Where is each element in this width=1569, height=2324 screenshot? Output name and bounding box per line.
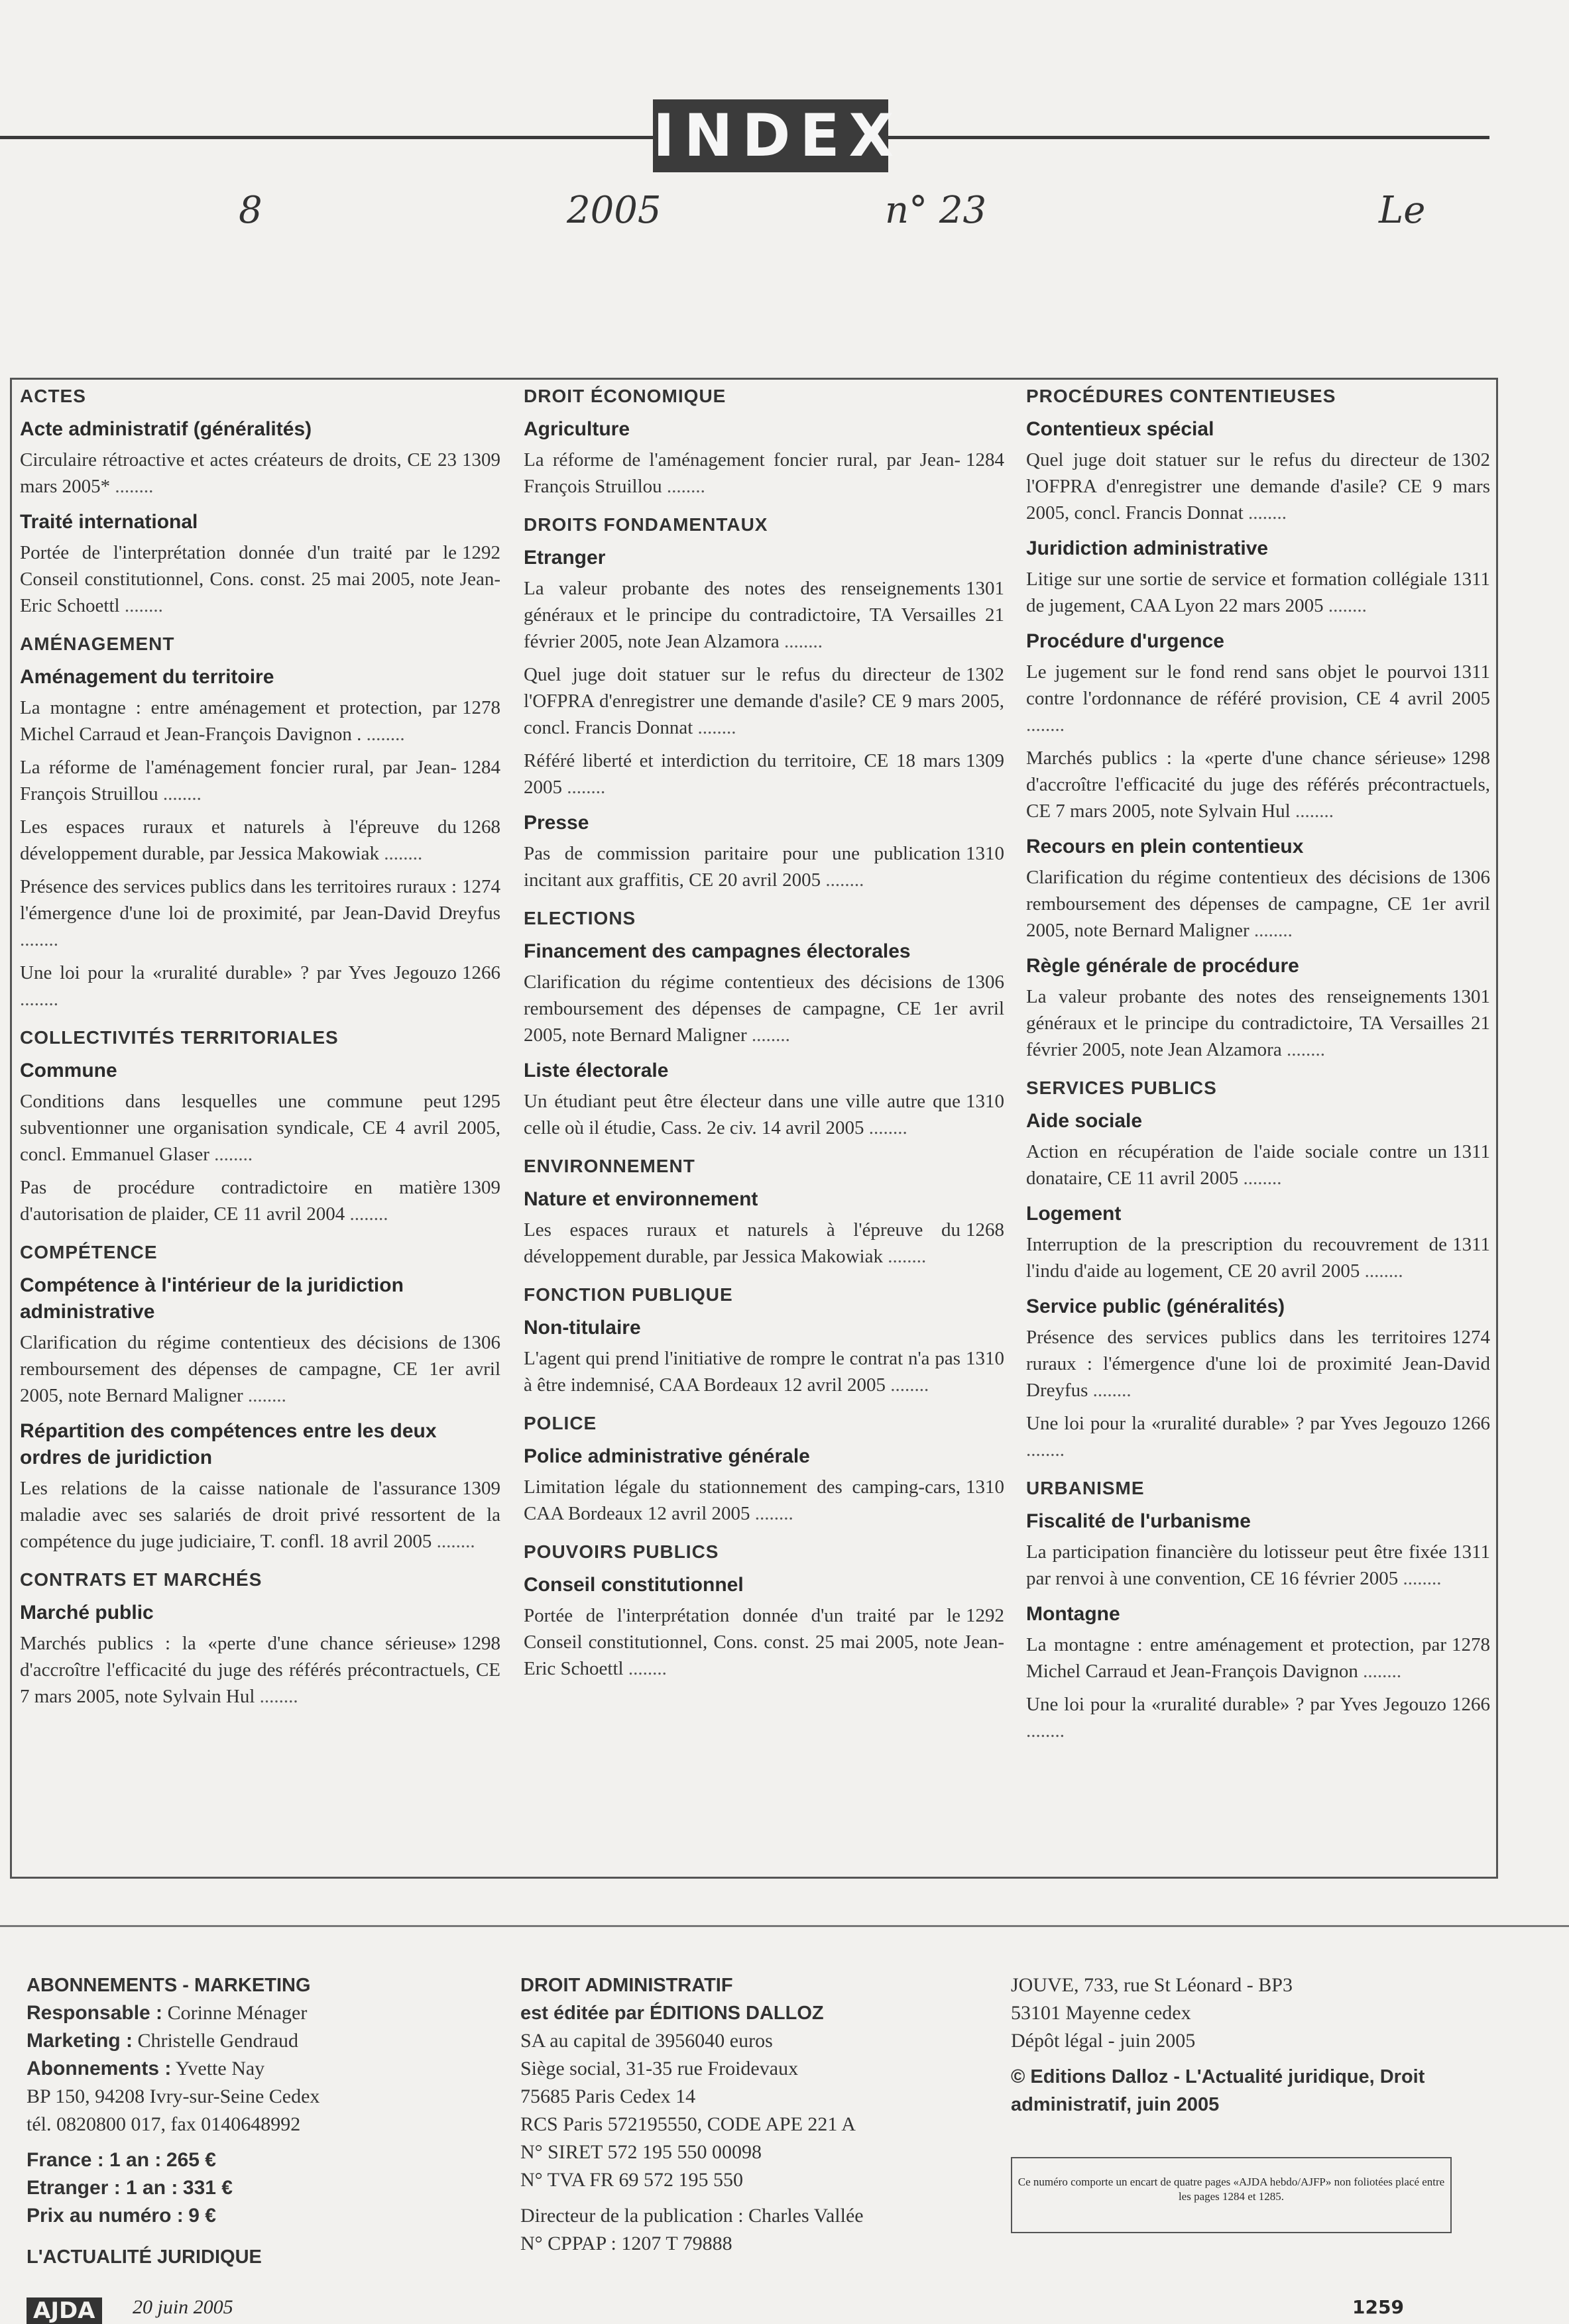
footer-heading: DROIT ADMINISTRATIF — [520, 1975, 733, 1996]
index-entry: 1284 La réforme de l'aménagement foncier rural, par Jean-François Struillou ........ — [20, 754, 500, 807]
entry-text: Marchés publics : la «perte d'une chance sérieuse» d'accroître l'efficacité du juge des référés précontractuels, CE 7 mars 2005, note Sylvain Hul — [1026, 747, 1490, 822]
subsection-heading: Presse — [524, 812, 589, 834]
index-entry: 1311 Le jugement sur le fond rend sans objet le pourvoi contre l'ordonnance de référé provision, CE 4 avril 2005 ........ — [1026, 659, 1490, 738]
entry-text: Les espaces ruraux et naturels à l'épreuve du développement durable, par Jessica Makowiak — [524, 1219, 960, 1267]
index-entry: 1310 L'agent qui prend l'initiative de rompre le contrat n'a pas à être indemnisé, CAA Bordeaux 12 avril 2005 ........ — [524, 1345, 1004, 1398]
brand-name: L'ACTUALITÉ JURIDIQUE — [27, 2246, 262, 2268]
footer-printer — [1011, 1971, 1501, 2119]
entry-text: Litige sur une sortie de service et formation collégiale de jugement, CAA Lyon 22 mars 2005 — [1026, 569, 1448, 616]
index-entry: 1301 La valeur probante des notes des renseignements généraux et le principe du contradictoire, TA Versailles 21 février 2005, note Jean Alzamora ........ — [524, 575, 1004, 655]
footer-subheading: est éditée par ÉDITIONS DALLOZ — [520, 2003, 824, 2024]
handwritten-note: Le — [1379, 189, 1426, 232]
index-entry: 1311 Interruption de la prescription du recouvrement de l'indu d'aide au logement, CE 20 avril 2005 ........ — [1026, 1231, 1490, 1284]
index-entry: 1309 Pas de procédure contradictoire en matière d'autorisation de plaider, CE 11 avril 2004 ........ — [20, 1174, 500, 1227]
entry-page-number: 1311 — [1452, 569, 1490, 590]
entry-page-number: 1311 — [1452, 1541, 1490, 1563]
entry-page-number: 1268 — [462, 816, 500, 838]
entry-page-number: 1309 — [462, 449, 500, 470]
handwritten-note: 2005 — [567, 189, 662, 232]
subsection-heading: Financement des campagnes électorales — [524, 940, 911, 962]
subsection-heading: Agriculture — [524, 418, 630, 440]
entry-text: Une loi pour la «ruralité durable» ? par Yves Jegouzo — [1026, 1694, 1446, 1715]
index-entry: 1266 Une loi pour la «ruralité durable» ? par Yves Jegouzo ........ — [20, 960, 500, 1013]
index-entry: 1292 Portée de l'interprétation donnée d'un traité par le Conseil constitutionnel, Cons. const. 25 mai 2005, note Jean-Eric Schoettl ........ — [524, 1602, 1004, 1682]
subsection-heading: Traité international — [20, 511, 198, 533]
entry-text: Conditions dans lesquelles une commune peut subventionner une organisation syndicale, CE 4 avril 2005, concl. Emmanuel Glaser — [20, 1091, 500, 1165]
index-entry: 1309 Référé liberté et interdiction du territoire, CE 18 mars 2005 ........ — [524, 747, 1004, 801]
entry-text: Présence des services publics dans les territoires ruraux : l'émergence d'une loi de proximité, par Jean-David Dreyfus — [20, 876, 500, 924]
index-entry: 1306 Clarification du régime contentieux des décisions de remboursement des dépenses de campagne, CE 1er avril 2005, note Bernard Maligner ........ — [524, 969, 1004, 1048]
entry-page-number: 1302 — [966, 664, 1004, 685]
entry-text: La montagne : entre aménagement et protection, par Michel Carraud et Jean-François Davignon . — [20, 697, 457, 745]
subsection-heading: Contentieux spécial — [1026, 418, 1214, 440]
subsection-heading: Police administrative générale — [524, 1445, 810, 1467]
section-heading: DROITS FONDAMENTAUX — [524, 514, 768, 535]
entry-page-number: 1292 — [462, 542, 500, 563]
entry-text: La participation financière du lotisseur peut être fixée par renvoi à une convention, CE 16 février 2005 — [1026, 1541, 1448, 1589]
entry-text: Circulaire rétroactive et actes créateurs de droits, CE 23 mars 2005* — [20, 449, 457, 497]
handwritten-note: n° 23 — [885, 189, 987, 232]
entry-page-number: 1309 — [966, 750, 1004, 771]
entry-page-number: 1284 — [966, 449, 1004, 470]
footer-line: 75685 Paris Cedex 14 — [520, 2085, 696, 2107]
subsection-heading: Règle générale de procédure — [1026, 955, 1299, 977]
subsection-heading: Commune — [20, 1060, 117, 1081]
index-entry: 1292 Portée de l'interprétation donnée d'un traité par le Conseil constitutionnel, Cons. const. 25 mai 2005, note Jean-Eric Schoettl ........ — [20, 539, 500, 619]
entry-text: Interruption de la prescription du recouvrement de l'indu d'aide au logement, CE 20 avril 2005 — [1026, 1234, 1448, 1282]
footer-line: Siège social, 31-35 rue Froidevaux — [520, 2058, 799, 2079]
index-entry: 1311 Action en récupération de l'aide sociale contre un donataire, CE 11 avril 2005 ........ — [1026, 1138, 1490, 1191]
subsection-heading: Compétence à l'intérieur de la juridiction administrative — [20, 1274, 404, 1323]
entry-page-number: 1266 — [462, 962, 500, 983]
index-column-3 — [1026, 371, 1490, 1751]
entry-page-number: 1311 — [1452, 1141, 1490, 1162]
index-entry: 1274 Présence des services publics dans les territoires ruraux : l'émergence d'une loi de proximité, par Jean-David Dreyfus ........ — [20, 873, 500, 953]
footer-line: tél. 0820800 017, fax 0140648992 — [27, 2113, 301, 2135]
index-entry: 1309 Les relations de la caisse nationale de l'assurance maladie avec ses salariés de droit privé ressortent de la compétence du juge judiciaire, T. confl. 18 avril 2005 ........ — [20, 1475, 500, 1555]
footer-line: N° TVA FR 69 572 195 550 — [520, 2169, 743, 2191]
page-number: 1259 — [1352, 2296, 1404, 2318]
index-entry: 1268 Les espaces ruraux et naturels à l'épreuve du développement durable, par Jessica Makowiak ........ — [20, 814, 500, 867]
entry-page-number: 1310 — [966, 843, 1004, 864]
ajda-logo: AJDA — [27, 2297, 102, 2324]
footer-line: Dépôt légal - juin 2005 — [1011, 2030, 1196, 2052]
entry-page-number: 1298 — [462, 1633, 500, 1654]
entry-text: La réforme de l'aménagement foncier rural, par Jean-François Struillou — [20, 757, 457, 804]
entry-page-number: 1295 — [462, 1091, 500, 1112]
entry-page-number: 1311 — [1452, 661, 1490, 683]
index-banner: INDEX — [653, 99, 888, 172]
subsection-heading: Fiscalité de l'urbanisme — [1026, 1510, 1251, 1532]
section-heading: AMÉNAGEMENT — [20, 634, 175, 654]
entry-page-number: 1278 — [1452, 1634, 1490, 1655]
entry-text: Référé liberté et interdiction du territoire, CE 18 mars 2005 — [524, 750, 960, 798]
section-heading: URBANISME — [1026, 1478, 1145, 1498]
entry-text: La montagne : entre aménagement et protection, par Michel Carraud et Jean-François Davignon — [1026, 1634, 1446, 1682]
entry-text: Quel juge doit statuer sur le refus du directeur de l'OFPRA d'enregistrer une demande d'asile? CE 9 mars 2005, concl. Francis Donnat — [524, 664, 1004, 738]
copyright-notice: © Editions Dalloz - L'Actualité juridique, Droit administratif, juin 2005 — [1011, 2066, 1425, 2115]
index-entry: 1278 La montagne : entre aménagement et protection, par Michel Carraud et Jean-François Davignon . ........ — [20, 694, 500, 747]
entry-text: La réforme de l'aménagement foncier rural, par Jean-François Struillou — [524, 449, 960, 497]
index-entry: 1274 Présence des services publics dans les territoires ruraux : l'émergence d'une loi de proximité Jean-David Dreyfus ........ — [1026, 1324, 1490, 1404]
entry-page-number: 1310 — [966, 1348, 1004, 1369]
subsection-heading: Aménagement du territoire — [20, 666, 274, 688]
index-entry: 1278 La montagne : entre aménagement et protection, par Michel Carraud et Jean-François Davignon ........ — [1026, 1632, 1490, 1685]
entry-text: Quel juge doit statuer sur le refus du directeur de l'OFPRA d'enregistrer une demande d'asile? CE 9 mars 2005, concl. Francis Donnat — [1026, 449, 1490, 524]
footer-line: N° SIRET 572 195 550 00098 — [520, 2141, 762, 2163]
entry-page-number: 1266 — [1452, 1694, 1490, 1715]
footer-heading: ABONNEMENTS - MARKETING — [27, 1975, 311, 1996]
entry-page-number: 1292 — [966, 1605, 1004, 1626]
entry-text: Portée de l'interprétation donnée d'un traité par le Conseil constitutionnel, Cons. const. 25 mai 2005, note Jean-Eric Schoettl — [20, 542, 500, 616]
footer-line: BP 150, 94208 Ivry-sur-Seine Cedex — [27, 2085, 320, 2107]
entry-text: Présence des services publics dans les territoires ruraux : l'émergence d'une loi de proximité Jean-David Dreyfus — [1026, 1327, 1490, 1401]
entry-text: L'agent qui prend l'initiative de rompre le contrat n'a pas à être indemnisé, CAA Bordeaux 12 avril 2005 — [524, 1348, 960, 1396]
index-column-1 — [20, 371, 500, 1716]
entry-text: Marchés publics : la «perte d'une chance sérieuse» d'accroître l'efficacité du juge des référés précontractuels, CE 7 mars 2005, note Sylvain Hul — [20, 1633, 500, 1707]
index-entry: 1268 Les espaces ruraux et naturels à l'épreuve du développement durable, par Jessica Makowiak ........ — [524, 1217, 1004, 1270]
index-entry: 1302 Quel juge doit statuer sur le refus du directeur de l'OFPRA d'enregistrer une demande d'asile? CE 9 mars 2005, concl. Francis Donnat ........ — [1026, 447, 1490, 526]
entry-page-number: 1284 — [462, 757, 500, 778]
handwritten-note: 8 — [239, 189, 262, 232]
entry-text: Une loi pour la «ruralité durable» ? par Yves Jegouzo — [1026, 1413, 1446, 1434]
issue-date: 20 juin 2005 — [133, 2296, 233, 2318]
subsection-heading: Etranger — [524, 547, 606, 569]
entry-page-number: 1274 — [462, 876, 500, 897]
index-entry: 1310 Un étudiant peut être électeur dans une ville autre que celle où il étudie, Cass. 2e civ. 14 avril 2005 ........ — [524, 1088, 1004, 1141]
footer-line: RCS Paris 572195550, CODE APE 221 A — [520, 2113, 856, 2135]
entry-text: La valeur probante des notes des renseignements généraux et le principe du contradictoire, TA Versailles 21 février 2005, note Jean Alzamora — [1026, 986, 1490, 1060]
entry-page-number: 1306 — [462, 1332, 500, 1353]
section-heading: DROIT ÉCONOMIQUE — [524, 386, 726, 406]
index-entry: 1310 Pas de commission paritaire pour une publication incitant aux graffitis, CE 20 avril 2005 ........ — [524, 840, 1004, 893]
entry-text: La valeur probante des notes des renseignements généraux et le principe du contradictoire, TA Versailles 21 février 2005, note Jean Alzamora — [524, 578, 1004, 652]
entry-page-number: 1274 — [1452, 1327, 1490, 1348]
index-entry: 1310 Limitation légale du stationnement des camping-cars, CAA Bordeaux 12 avril 2005 ........ — [524, 1474, 1004, 1527]
subsection-heading: Acte administratif (généralités) — [20, 418, 312, 440]
footer-line: JOUVE, 733, rue St Léonard - BP3 — [1011, 1974, 1293, 1996]
entry-page-number: 1306 — [1452, 867, 1490, 888]
footer-line: Marketing : Christelle Gendraud — [27, 2030, 298, 2052]
subsection-heading: Conseil constitutionnel — [524, 1574, 744, 1596]
entry-page-number: 1301 — [1452, 986, 1490, 1007]
footer-line: Responsable : Corinne Ménager — [27, 2002, 308, 2024]
subsection-heading: Marché public — [20, 1602, 154, 1624]
entry-page-number: 1301 — [966, 578, 1004, 599]
subsection-heading: Liste électorale — [524, 1060, 669, 1081]
price-line: France : 1 an : 265 € — [27, 2149, 216, 2171]
index-entry: 1306 Clarification du régime contentieux des décisions de remboursement des dépenses de campagne, CE 1er avril 2005, note Bernard Maligner ........ — [1026, 864, 1490, 944]
entry-text: Pas de procédure contradictoire en matière d'autorisation de plaider, CE 11 avril 2004 — [20, 1177, 457, 1225]
entry-text: Limitation légale du stationnement des camping-cars, CAA Bordeaux 12 avril 2005 — [524, 1476, 960, 1524]
section-heading: COLLECTIVITÉS TERRITORIALES — [20, 1027, 339, 1048]
entry-text: Clarification du régime contentieux des décisions de remboursement des dépenses de campagne, CE 1er avril 2005, note Bernard Maligner — [20, 1332, 500, 1406]
subsection-heading: Montagne — [1026, 1603, 1120, 1625]
entry-text: Les relations de la caisse nationale de l'assurance maladie avec ses salariés de droit privé ressortent de la compétence du juge judiciaire, T. confl. 18 avril 2005 — [20, 1478, 500, 1552]
footer-line: Directeur de la publication : Charles Vallée — [520, 2205, 864, 2227]
section-heading: FONCTION PUBLIQUE — [524, 1284, 733, 1305]
section-heading: POUVOIRS PUBLICS — [524, 1541, 719, 1562]
subsection-heading: Juridiction administrative — [1026, 537, 1269, 559]
insert-notice: Ce numéro comporte un encart de quatre pages «AJDA hebdo/AJFP» non foliotées placé entre les pages 1284 et 1285. — [1011, 2157, 1452, 2233]
entry-page-number: 1298 — [1452, 747, 1490, 769]
footer-line: SA au capital de 3956040 euros — [520, 2030, 773, 2052]
section-heading: CONTRATS ET MARCHÉS — [20, 1569, 262, 1590]
price-line: Etranger : 1 an : 331 € — [27, 2177, 233, 2199]
entry-page-number: 1309 — [462, 1177, 500, 1198]
entry-text: Une loi pour la «ruralité durable» ? par Yves Jegouzo — [20, 962, 457, 983]
entry-text: Pas de commission paritaire pour une publication incitant aux graffitis, CE 20 avril 2005 — [524, 843, 960, 891]
entry-page-number: 1309 — [462, 1478, 500, 1499]
footer-publisher — [520, 1971, 984, 2258]
entry-page-number: 1306 — [966, 971, 1004, 993]
entry-text: Le jugement sur le fond rend sans objet le pourvoi contre l'ordonnance de référé provision, CE 4 avril 2005 — [1026, 661, 1490, 709]
entry-text: Les espaces ruraux et naturels à l'épreuve du développement durable, par Jessica Makowiak — [20, 816, 457, 864]
index-entry: 1309 Circulaire rétroactive et actes créateurs de droits, CE 23 mars 2005* ........ — [20, 447, 500, 500]
subsection-heading: Procédure d'urgence — [1026, 630, 1224, 652]
section-heading: ELECTIONS — [524, 908, 636, 928]
section-heading: ENVIRONNEMENT — [524, 1156, 695, 1176]
entry-text: Clarification du régime contentieux des décisions de remboursement des dépenses de campagne, CE 1er avril 2005, note Bernard Maligner — [524, 971, 1004, 1046]
index-entry: 1311 Litige sur une sortie de service et formation collégiale de jugement, CAA Lyon 22 mars 2005 ........ — [1026, 566, 1490, 619]
entry-page-number: 1311 — [1452, 1234, 1490, 1255]
entry-page-number: 1278 — [462, 697, 500, 718]
index-entry: 1311 La participation financière du lotisseur peut être fixée par renvoi à une convention, CE 16 février 2005 ........ — [1026, 1539, 1490, 1592]
price-line: Prix au numéro : 9 € — [27, 2205, 216, 2227]
entry-page-number: 1268 — [966, 1219, 1004, 1241]
footer-line: Abonnements : Yvette Nay — [27, 2058, 265, 2079]
section-heading: PROCÉDURES CONTENTIEUSES — [1026, 386, 1336, 406]
index-entry: 1295 Conditions dans lesquelles une commune peut subventionner une organisation syndicale, CE 4 avril 2005, concl. Emmanuel Glaser ........ — [20, 1088, 500, 1168]
entry-text: Portée de l'interprétation donnée d'un traité par le Conseil constitutionnel, Cons. const. 25 mai 2005, note Jean-Eric Schoettl — [524, 1605, 1004, 1679]
index-entry: 1284 La réforme de l'aménagement foncier rural, par Jean-François Struillou ........ — [524, 447, 1004, 500]
index-entry: 1266 Une loi pour la «ruralité durable» ? par Yves Jegouzo ........ — [1026, 1691, 1490, 1744]
entry-page-number: 1310 — [966, 1476, 1004, 1498]
index-entry: 1298 Marchés publics : la «perte d'une chance sérieuse» d'accroître l'efficacité du juge des référés précontractuels, CE 7 mars 2005, note Sylvain Hul ........ — [1026, 745, 1490, 824]
index-column-2 — [524, 371, 1004, 1688]
subsection-heading: Répartition des compétences entre les deux ordres de juridiction — [20, 1420, 437, 1468]
footer-line: 53101 Mayenne cedex — [1011, 2002, 1191, 2024]
subsection-heading: Service public (généralités) — [1026, 1296, 1285, 1317]
footer-line: N° CPPAP : 1207 T 79888 — [520, 2233, 732, 2254]
section-heading: POLICE — [524, 1413, 597, 1433]
index-entry: 1301 La valeur probante des notes des renseignements généraux et le principe du contradictoire, TA Versailles 21 février 2005, note Jean Alzamora ........ — [1026, 983, 1490, 1063]
entry-text: Un étudiant peut être électeur dans une ville autre que celle où il étudie, Cass. 2e civ. 14 avril 2005 — [524, 1091, 960, 1138]
subsection-heading: Recours en plein contentieux — [1026, 836, 1304, 858]
index-entry: 1266 Une loi pour la «ruralité durable» ? par Yves Jegouzo ........ — [1026, 1410, 1490, 1463]
entry-page-number: 1266 — [1452, 1413, 1490, 1434]
entry-page-number: 1310 — [966, 1091, 1004, 1112]
index-entry: 1298 Marchés publics : la «perte d'une chance sérieuse» d'accroître l'efficacité du juge des référés précontractuels, CE 7 mars 2005, note Sylvain Hul ........ — [20, 1630, 500, 1710]
entry-text: Clarification du régime contentieux des décisions de remboursement des dépenses de campagne, CE 1er avril 2005, note Bernard Maligner — [1026, 867, 1490, 941]
subsection-heading: Non-titulaire — [524, 1317, 641, 1339]
footer-subscriptions — [27, 1971, 491, 2271]
section-heading: COMPÉTENCE — [20, 1242, 158, 1262]
entry-text: Action en récupération de l'aide sociale contre un donataire, CE 11 avril 2005 — [1026, 1141, 1448, 1189]
index-entry: 1306 Clarification du régime contentieux des décisions de remboursement des dépenses de campagne, CE 1er avril 2005, note Bernard Maligner ........ — [20, 1329, 500, 1409]
subsection-heading: Aide sociale — [1026, 1110, 1143, 1132]
section-heading: ACTES — [20, 386, 86, 406]
footer-rule — [0, 1925, 1569, 1927]
entry-page-number: 1302 — [1452, 449, 1490, 470]
index-entry: 1302 Quel juge doit statuer sur le refus du directeur de l'OFPRA d'enregistrer une demande d'asile? CE 9 mars 2005, concl. Francis Donnat ........ — [524, 661, 1004, 741]
section-heading: SERVICES PUBLICS — [1026, 1078, 1217, 1098]
subsection-heading: Logement — [1026, 1203, 1122, 1225]
subsection-heading: Nature et environnement — [524, 1188, 758, 1210]
